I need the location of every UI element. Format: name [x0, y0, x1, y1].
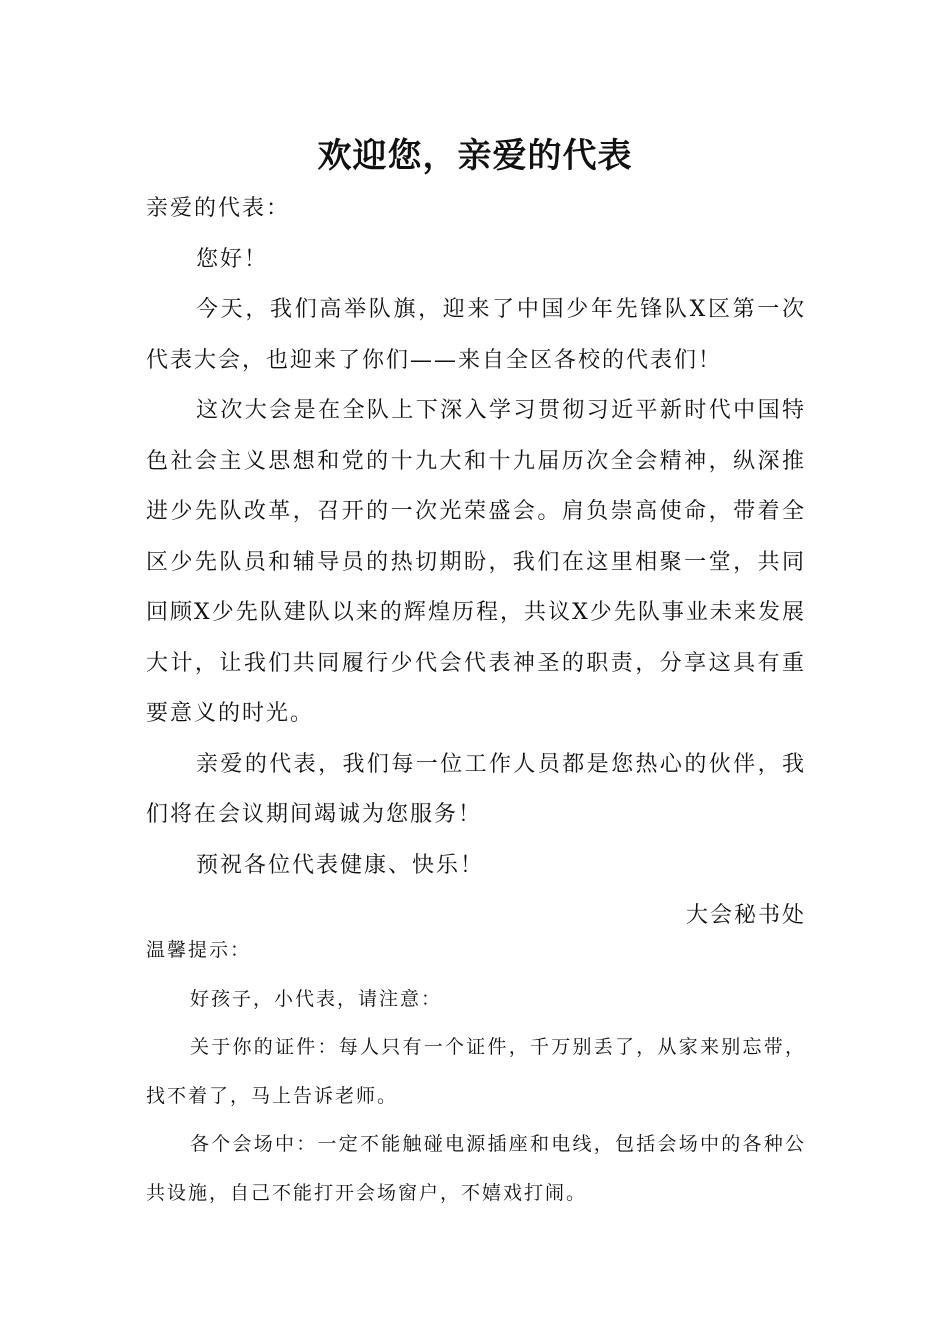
- letter-paragraph: 亲爱的代表，我们每一位工作人员都是您热心的伙伴，我们将在会议期间竭诚为您服务！: [146, 751, 806, 827]
- letter-paragraph: 今天，我们高举队旗，迎来了中国少年先锋队X区第一次代表大会，也迎来了你们——来自全区各校的代表们！: [146, 297, 806, 373]
- page-title: 欢迎您，亲爱的代表: [317, 136, 633, 176]
- tips-item: 各个会场中：一定不能触碰电源插座和电线，包括会场中的各种公共设施，自己不能打开会场窗户，不嬉戏打闹。: [146, 1133, 806, 1204]
- welcome-letter: [146, 184, 806, 942]
- letter-salutation: 亲爱的代表：: [146, 196, 291, 221]
- letter-paragraph: 预祝各位代表健康、快乐！: [196, 852, 485, 878]
- warm-tips: [146, 926, 806, 1217]
- letter-signature: 大会秘书处: [685, 903, 806, 928]
- tips-intro: 好孩子，小代表，请注意：: [190, 987, 443, 1010]
- letter-paragraph: 这次大会是在全队上下深入学习贯彻习近平新时代中国特色社会主义思想和党的十九大和十九届历次全会精神，纵深推进少先队改革，召开的一次光荣盛会。肩负崇高使命，带着全区少先队员和辅导员的热切期盼，我们在这里相聚一堂，共同回顾X少先队建队以来的辉煌历程，共议X少先队事业未来发展大计，让我们共同履行少代会代表神圣的职责，分享这具有重要意义的时光。: [146, 398, 806, 726]
- tips-item: 关于你的证件：每人只有一个证件，千万别丢了，从家来别忘带，找不着了，马上告诉老师。: [146, 1036, 806, 1107]
- letter-greeting: 您好！: [196, 246, 269, 272]
- tips-heading: 温馨提示：: [146, 939, 252, 961]
